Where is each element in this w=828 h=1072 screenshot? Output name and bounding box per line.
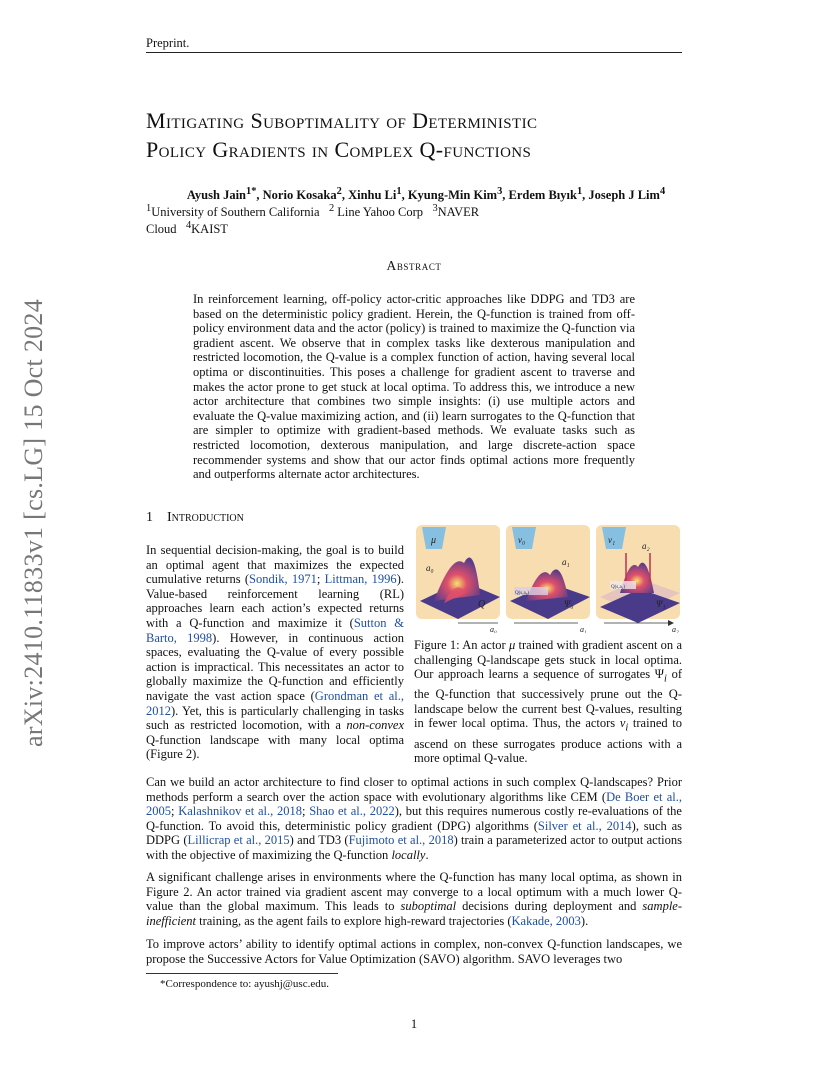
text-run: ). Yet, this is particularly challenging in tasks such as restricted locomotion, with a: [146, 703, 404, 733]
author: Kyung-Min Kim: [407, 188, 498, 203]
math-symbol: Ψ: [654, 667, 665, 682]
text-run: ) train a parameterized actor to output actions with the objective of maximizing the Q-function: [146, 833, 683, 862]
footnote-rule: [146, 973, 338, 974]
emphasis: non-convex: [346, 718, 404, 733]
citation-link[interactable]: De Boer et al., 2005: [146, 789, 682, 819]
affiliations: [146, 203, 506, 237]
author-sup: 1: [576, 186, 583, 197]
affiliation: NAVER Cloud: [146, 205, 480, 237]
citation-link[interactable]: Silver et al., 2014: [537, 818, 632, 833]
citation-link[interactable]: Shao et al., 2022: [309, 804, 395, 819]
author: Norio Kosaka: [262, 188, 337, 203]
q-threshold-label: Q(s,a₀): [515, 591, 530, 596]
title-line-1: Mitigating Suboptimality of Deterministic: [146, 108, 538, 133]
text-run: trained to ascend on these surrogates produce actions with a more optimal Q-value.: [414, 716, 682, 766]
text-run: ), but this requires numerous costly re-evaluations of the Q-function. To avoid this, deterministic policy gradient (DPG) algorithms (: [146, 804, 682, 833]
affiliation: Line Yahoo Corp: [337, 205, 424, 220]
section-number: 1: [146, 510, 153, 525]
footnote: *Correspondence to: ayushj@usc.edu.: [160, 978, 329, 990]
intro-paragraph-1: [146, 543, 404, 762]
affiliation: KAIST: [191, 222, 228, 237]
math-subscript: i: [625, 722, 629, 734]
text-run: A significant challenge arises in environments where the Q-function has many local optima, as shown in Figure 2. An actor trained via gradient ascent may converge to a local optimum with a much lower Q-value than the global maximum. This leads to: [146, 870, 682, 914]
intro-paragraph-2: [146, 775, 682, 863]
text-run: ) and TD3 (: [289, 833, 349, 848]
text-run: ;: [316, 572, 325, 587]
actor-label-mu: μ: [431, 535, 437, 546]
action-label: a₂: [642, 541, 650, 551]
author: Xinhu Li: [348, 188, 397, 203]
text-run: training, as the agent fails to explore high-reward trajectories (: [195, 913, 512, 928]
author: Erdem Bıyık: [508, 188, 577, 203]
action-label: a₀: [426, 563, 434, 573]
axis-label: a₁: [580, 625, 587, 633]
header-rule: [146, 52, 682, 53]
abstract-heading: Abstract: [386, 258, 442, 273]
surface-label-q: Q: [478, 599, 486, 610]
text-run: ).: [580, 913, 589, 928]
section-title: Introduction: [167, 510, 244, 525]
page-number: 1: [410, 1017, 418, 1031]
emphasis: suboptimal: [400, 899, 457, 914]
axis-label: a₀: [490, 625, 497, 633]
citation-link[interactable]: Sondik, 1971: [249, 572, 317, 587]
text-run: trained with gradient ascent on a challenging Q-landscape gets stuck in local optima. Our approach learns a sequence of surrogates: [414, 638, 682, 682]
author-sup: 2: [336, 186, 342, 197]
author: Joseph J Lim: [588, 188, 660, 203]
citation-link[interactable]: Fujimoto et al., 2018: [348, 833, 454, 848]
axis-label: a₂: [672, 625, 679, 633]
intro-paragraph-3: [146, 870, 682, 928]
arxiv-identifier: arXiv:2410.11833v1 [cs.LG] 15 Oct 2024: [19, 298, 48, 747]
text-run: Can we build an actor architecture to find closer to optimal actions in such complex Q-landscapes? Prior methods perform a search over the action space with evolutionary algorithms like CEM (: [146, 775, 682, 804]
author: Ayush Jain: [186, 188, 246, 203]
emphasis: locally: [391, 847, 426, 862]
text-run: ), such as DDPG (: [146, 818, 682, 848]
title-line-2: Policy Gradients in Complex Q-functions: [146, 137, 532, 162]
action-label: a₁: [562, 557, 570, 567]
author-sup: 1: [396, 186, 402, 197]
citation-link[interactable]: Kalashnikov et al., 2018: [178, 804, 302, 819]
figure-1-caption: [414, 638, 682, 766]
author-sup: 3: [497, 186, 503, 197]
text-run: of the Q-function that successively prune out the Q-landscape below the current best Q-values, resulting in fewer local optima. Thus, the actors: [414, 667, 683, 731]
math-subscript: i: [664, 673, 667, 685]
text-run: .: [425, 847, 429, 862]
affil-sup: 2: [328, 203, 335, 214]
author-sup: 1*: [246, 186, 257, 197]
text-run: ). Value-based reinforcement learning (RL) approaches learn each action’s expected returns with a Q-function and maximize it (: [146, 572, 404, 630]
paper-title: [146, 106, 706, 164]
text-run: ;: [171, 804, 179, 819]
affil-sup: 4: [185, 220, 192, 232]
arxiv-sidebar: [14, 285, 54, 760]
section-heading: [146, 510, 244, 526]
text-run: Q-function landscape with many local optima (Figure 2).: [146, 732, 404, 762]
actor-label-nu0: ν₀: [518, 535, 526, 545]
text-run: ;: [301, 804, 310, 819]
text-run: ). However, in continuous action spaces, evaluating the Q-value of every possible action is impractical. This necessitates an actor to globally maximize the Q-function and efficiently navigate the vast action space (: [146, 630, 404, 703]
figure-1-illustration: [414, 523, 682, 633]
q-threshold-label: Q(s,a₁): [611, 585, 626, 590]
actor-label-nu1: ν₁: [608, 535, 616, 545]
citation-link[interactable]: Kakade, 2003: [511, 913, 581, 928]
math-symbol: ν: [619, 716, 626, 731]
text-run: In sequential decision-making, the goal is to build an optimal agent that maximizes the expected cumulative returns (: [146, 543, 404, 587]
affil-sup: 3: [432, 203, 438, 214]
affiliation: University of Southern California: [151, 205, 320, 220]
citation-link[interactable]: Grondman et al., 2012: [146, 688, 404, 718]
surface-label-psi0: Ψ₀: [564, 599, 574, 609]
author-list: Ayush Jain$^{1*}$, Norio Kosaka$^2$, Xinhu Li$^1$, Kyung-Min Kim$^3$, Erdem Bıyık$^1$, Joseph J Lim$^4$: [186, 186, 666, 203]
citation-link[interactable]: Littman, 1996: [324, 572, 397, 587]
text-run: Figure 1: An actor: [414, 638, 509, 652]
emphasis: sample-inefficient: [146, 899, 682, 928]
citation-link[interactable]: Sutton & Barto, 1998: [146, 615, 404, 645]
intro-paragraph-4: To improve actors’ ability to identify optimal actions in complex, non-convex Q-function landscapes, we propose the Successive Actors for Value Optimization (SAVO) algorithm. SAVO leverages two: [146, 937, 682, 966]
running-header: Preprint.: [146, 36, 190, 50]
affil-sup: 1: [146, 203, 152, 214]
abstract-text: In reinforcement learning, off-policy actor-critic approaches like DDPG and TD3 are based on the deterministic policy gradient. Herein, the Q-function is trained from off-policy environment data and the actor (policy) is trained to maximize the Q-function via gradient ascent. We observe that in complex tasks like dexterous manipulation and restricted locomotion, the Q-value is a complex function of action, having several local optima or discontinuities. This poses a challenge for gradient ascent to traverse and makes the actor prone to get stuck at local optima. To address this, we introduce a new actor architecture that combines two simple insights: (i) use multiple actors and evaluate the Q-value maximizing action, and (ii) learn surrogates to the Q-function that are simpler to optimize with gradient-based methods. We evaluate tasks such as restricted locomotion, dexterous manipulation, and large discrete-action space recommender systems and show that our actor finds optimal actions more frequently and outperforms alternate actor architectures.: [193, 292, 635, 482]
author-sup: 4: [659, 186, 666, 197]
surface-label-psi1: Ψ₁: [656, 599, 666, 609]
text-run: decisions during deployment and: [456, 899, 643, 914]
citation-link[interactable]: Lillicrap et al., 2015: [187, 833, 290, 848]
math-symbol: μ: [508, 638, 516, 652]
